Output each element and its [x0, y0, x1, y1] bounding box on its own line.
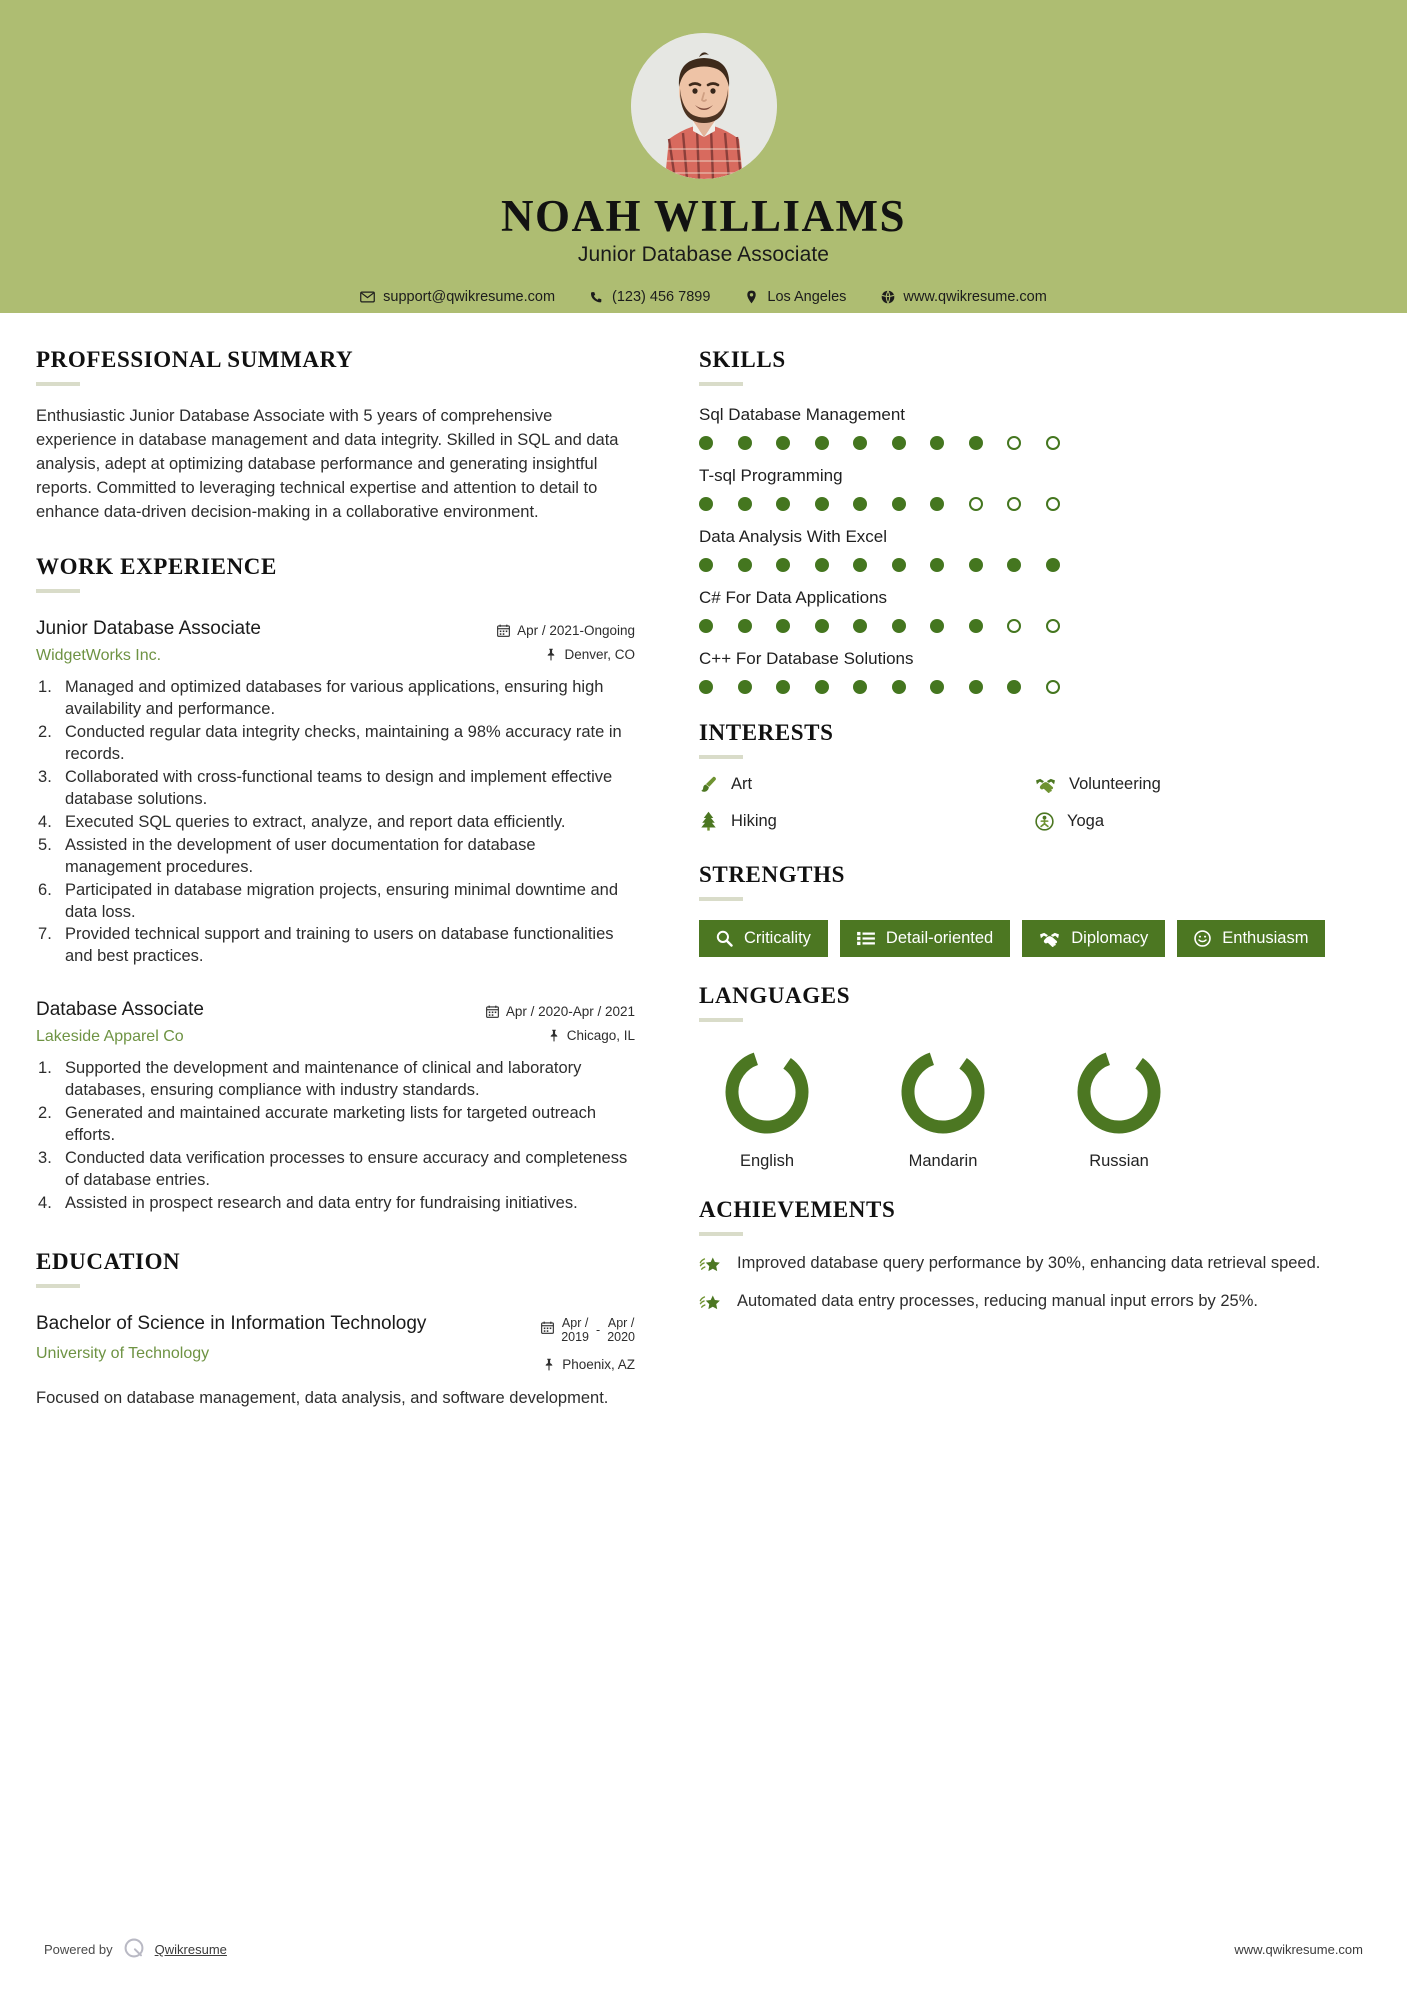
interest-label: Volunteering [1069, 775, 1161, 793]
list-icon [857, 931, 875, 946]
job-location-value: Chicago, IL [566, 1028, 635, 1044]
skill-dot-filled [930, 619, 944, 633]
skill-dot-filled [1007, 558, 1021, 572]
star-icon [699, 1252, 722, 1276]
language-item [875, 1044, 1011, 1171]
job-bullet: Conducted data verification processes to ensure accuracy and completeness of database entries. [65, 1148, 628, 1189]
section-rule [699, 897, 743, 901]
skill-dot-filled [776, 680, 790, 694]
languages-list [699, 1044, 1371, 1171]
education-date-end-l2: 2020 [607, 1330, 635, 1345]
achievement-item [699, 1290, 1371, 1314]
pin-icon [545, 648, 557, 661]
contact-website-value: www.qwikresume.com [903, 289, 1047, 306]
skill-dot-empty [1007, 619, 1021, 633]
interest-label: Yoga [1067, 811, 1105, 830]
skill-item [699, 588, 1371, 633]
skill-dot-filled [738, 558, 752, 572]
language-progress-ring [719, 1044, 815, 1140]
contact-email[interactable] [360, 289, 555, 305]
strength-diplomacy[interactable] [1022, 920, 1165, 957]
skill-dot-filled [969, 680, 983, 694]
contact-email-value: support@qwikresume.com [383, 289, 556, 306]
job-role: Database Associate [36, 999, 204, 1021]
skill-name: Data Analysis With Excel [699, 527, 888, 546]
skill-dot-filled [853, 619, 867, 633]
skill-dot-filled [930, 497, 944, 511]
achievements-list [699, 1252, 1371, 1314]
magnifier-icon [716, 930, 733, 947]
job-role: Junior Database Associate [36, 618, 261, 640]
map-pin-icon [744, 290, 759, 305]
contact-row [343, 289, 1064, 305]
skill-dot-filled [930, 558, 944, 572]
section-heading-strengths: STRENGTHS [699, 862, 846, 887]
skill-dot-empty [1046, 436, 1060, 450]
section-heading-languages: LANGUAGES [699, 983, 851, 1008]
language-progress-ring [1071, 1044, 1167, 1140]
contact-location-value: Los Angeles [767, 289, 847, 306]
education-date-end-l1: Apr / [607, 1315, 635, 1330]
strength-label: Detail-oriented [885, 929, 994, 948]
skill-dot-filled [1046, 558, 1060, 572]
education-date-start [561, 1316, 589, 1345]
interest-item [1035, 775, 1371, 794]
skill-dot-filled [699, 619, 713, 633]
footer-website: www.qwikresume.com [1234, 1942, 1363, 1957]
skill-dot-filled [853, 436, 867, 450]
calendar-icon [486, 1005, 499, 1018]
education-date-start-l1: Apr / [561, 1315, 589, 1330]
phone-icon [589, 290, 604, 305]
experience-entry-header [36, 617, 635, 665]
language-name: Russian [1089, 1152, 1149, 1170]
job-bullet: Generated and maintained accurate marketing lists for targeted outreach efforts. [65, 1103, 597, 1144]
job-bullet: Collaborated with cross-functional teams to design and implement effective database solutions. [65, 767, 613, 808]
section-languages [699, 983, 1371, 1171]
skill-dot-filled [699, 497, 713, 511]
section-rule [36, 382, 80, 386]
job-bullet: Executed SQL queries to extract, analyze, and report data efficiently. [65, 812, 566, 831]
section-heading-achievements: ACHIEVEMENTS [699, 1197, 896, 1222]
section-rule [699, 382, 743, 386]
job-title: Junior Database Associate [577, 243, 830, 267]
job-bullet: Conducted regular data integrity checks, maintaining a 98% accuracy rate in records. [65, 723, 622, 763]
right-column [661, 313, 1371, 1410]
skill-dot-filled [815, 619, 829, 633]
skill-rating [699, 436, 1371, 450]
job-bullet: Participated in database migration projects, ensuring minimal downtime and data loss. [65, 880, 619, 921]
skill-dot-filled [815, 436, 829, 450]
avatar [631, 33, 777, 179]
footer-brand-link[interactable]: Qwikresume [154, 1942, 227, 1957]
education-location [541, 1357, 635, 1372]
job-company: WidgetWorks Inc. [36, 647, 162, 665]
skill-dot-empty [1046, 619, 1060, 633]
skill-dot-filled [930, 436, 944, 450]
experience-entry [36, 998, 635, 1214]
experience-entry [36, 617, 635, 968]
education-degree: Bachelor of Science in Information Technology [36, 1312, 427, 1334]
section-heading-experience: WORK EXPERIENCE [36, 554, 277, 580]
section-rule [699, 1232, 743, 1236]
strength-label: Enthusiasm [1222, 929, 1309, 948]
skill-dot-filled [969, 436, 983, 450]
section-professional-summary [36, 347, 635, 524]
handshake-icon [1039, 930, 1060, 947]
interest-item [699, 775, 1035, 794]
date-separator: - [596, 1323, 601, 1338]
qwikresume-logo-icon [123, 1937, 145, 1962]
pin-icon [548, 1029, 560, 1042]
job-bullet: Assisted in the development of user documentation for database management procedures. [65, 835, 536, 876]
section-interests [699, 720, 1371, 848]
skill-name: C# For Data Applications [699, 588, 888, 607]
job-dates-value: Apr / 2020-Apr / 2021 [505, 1004, 635, 1020]
job-company: Lakeside Apparel Co [36, 1028, 184, 1046]
tree-icon [699, 811, 718, 831]
strength-enthusiasm[interactable] [1177, 920, 1325, 957]
skill-item [699, 527, 1371, 572]
interest-label: Hiking [731, 811, 777, 830]
skill-dot-filled [776, 558, 790, 572]
education-location-value: Phoenix, AZ [562, 1357, 635, 1373]
calendar-icon [497, 624, 510, 637]
language-progress-ring [895, 1044, 991, 1140]
skills-list [699, 405, 1371, 694]
job-bullet: Assisted in prospect research and data entry for fundraising initiatives. [65, 1193, 578, 1212]
resume-header [0, 0, 1407, 313]
page-footer [0, 1937, 1407, 1962]
job-dates [497, 623, 635, 638]
skill-item [699, 405, 1371, 450]
skill-dot-filled [699, 680, 713, 694]
left-column [36, 313, 661, 1410]
achievement-text: Improved database query performance by 30%, enhancing data retrieval speed. [737, 1254, 1321, 1272]
star-icon [699, 1290, 722, 1314]
strength-criticality[interactable] [699, 920, 828, 957]
language-item [1051, 1044, 1187, 1171]
job-bullet: Managed and optimized databases for various applications, ensuring high availability and performance. [65, 678, 604, 719]
job-bullets [36, 677, 635, 968]
education-school: University of Technology [36, 1345, 210, 1363]
skill-dot-filled [853, 558, 867, 572]
job-dates-value: Apr / 2021-Ongoing [517, 623, 635, 639]
skill-dot-filled [930, 680, 944, 694]
section-rule [699, 1018, 743, 1022]
skill-rating [699, 680, 1371, 694]
skill-dot-filled [1007, 680, 1021, 694]
globe-icon [880, 290, 895, 305]
education-description: Focused on database management, data analysis, and software development. [36, 1389, 609, 1408]
skill-dot-filled [815, 558, 829, 572]
strength-label: Diplomacy [1071, 929, 1149, 948]
skill-dot-filled [892, 619, 906, 633]
section-education [36, 1249, 635, 1411]
section-skills [699, 347, 1371, 694]
interest-item [1035, 811, 1371, 831]
job-bullets [36, 1058, 635, 1215]
skill-dot-filled [815, 497, 829, 511]
envelope-icon [360, 290, 375, 305]
education-date-start-l2: 2019 [561, 1330, 590, 1345]
skill-dot-filled [738, 680, 752, 694]
section-rule [699, 755, 743, 759]
section-heading-skills: SKILLS [699, 347, 786, 372]
job-location [486, 1028, 635, 1043]
job-bullet: Provided technical support and training to users on database functionalities and best practices. [65, 925, 614, 966]
strengths-list [699, 920, 1371, 957]
footer-powered-label: Powered by [44, 1942, 113, 1957]
education-entry [36, 1312, 635, 1411]
interest-label: Art [731, 775, 753, 793]
skill-dot-filled [892, 436, 906, 450]
experience-entry-header [36, 998, 635, 1046]
resume-body [0, 313, 1407, 1410]
skill-rating [699, 558, 1371, 572]
strength-label: Criticality [744, 929, 811, 948]
pin-icon [543, 1358, 555, 1371]
skill-dot-filled [699, 436, 713, 450]
skill-dot-filled [738, 436, 752, 450]
smiley-icon [1194, 930, 1211, 947]
page-title: NOAH WILLIAMS [501, 191, 906, 241]
interests-list [699, 775, 1371, 848]
language-item [699, 1044, 835, 1171]
skill-rating [699, 497, 1371, 511]
skill-dot-empty [1007, 436, 1021, 450]
skill-name: T-sql Programming [699, 466, 843, 485]
skill-item [699, 466, 1371, 511]
skill-dot-filled [815, 680, 829, 694]
job-location [497, 647, 635, 662]
skill-dot-filled [776, 619, 790, 633]
skill-name: C++ For Database Solutions [699, 649, 914, 668]
education-date-end [607, 1316, 635, 1345]
section-rule [36, 589, 80, 593]
education-dates [541, 1316, 635, 1345]
section-heading-interests: INTERESTS [699, 720, 834, 745]
skill-dot-filled [892, 680, 906, 694]
summary-text: Enthusiastic Junior Database Associate with 5 years of comprehensive experience in database management and data integrity. Skilled in SQL and data analysis, adept at optimizing database performance and generating insightful reports. Committed to leveraging technical expertise and attention to detail to enhance data-driven decision-making in a collaborative environment. [36, 407, 619, 522]
achievement-text: Automated data entry processes, reducing manual input errors by 25%. [737, 1292, 1258, 1310]
language-name: Mandarin [908, 1152, 978, 1170]
skill-dot-filled [776, 497, 790, 511]
interest-item [699, 811, 1035, 831]
skill-dot-filled [892, 497, 906, 511]
skill-name: Sql Database Management [699, 405, 906, 424]
profile-photo [631, 33, 777, 179]
skill-dot-filled [892, 558, 906, 572]
skill-dot-empty [1007, 497, 1021, 511]
skill-dot-filled [853, 680, 867, 694]
skill-dot-empty [1046, 680, 1060, 694]
skill-rating [699, 619, 1371, 633]
section-heading-summary: PROFESSIONAL SUMMARY [36, 347, 354, 372]
skill-item [699, 649, 1371, 694]
job-dates [486, 1004, 635, 1019]
achievement-item [699, 1252, 1371, 1276]
skill-dot-filled [699, 558, 713, 572]
skill-dot-filled [776, 436, 790, 450]
section-rule [36, 1284, 80, 1288]
job-bullet: Supported the development and maintenance of clinical and laboratory databases, ensuring compliance with industry standards. [65, 1059, 582, 1100]
skill-dot-filled [969, 558, 983, 572]
contact-phone-value: (123) 456 7899 [612, 289, 711, 306]
section-work-experience [36, 554, 635, 1214]
education-entry-header [36, 1312, 635, 1373]
contact-location [744, 289, 846, 305]
section-strengths [699, 862, 1371, 957]
footer-powered-by [44, 1937, 227, 1962]
section-heading-education: EDUCATION [36, 1248, 181, 1274]
handshake-icon [1035, 776, 1056, 793]
yoga-icon [1035, 812, 1054, 831]
skill-dot-filled [738, 497, 752, 511]
skill-dot-empty [1046, 497, 1060, 511]
paintbrush-icon [699, 775, 718, 794]
section-achievements [699, 1197, 1371, 1314]
skill-dot-filled [738, 619, 752, 633]
calendar-icon [541, 1321, 554, 1339]
contact-website[interactable] [880, 289, 1046, 305]
skill-dot-empty [969, 497, 983, 511]
strength-detail-oriented[interactable] [840, 920, 1010, 957]
skill-dot-filled [969, 619, 983, 633]
contact-phone[interactable] [589, 289, 710, 305]
job-location-value: Denver, CO [564, 647, 635, 663]
language-name: English [739, 1152, 795, 1170]
skill-dot-filled [853, 497, 867, 511]
